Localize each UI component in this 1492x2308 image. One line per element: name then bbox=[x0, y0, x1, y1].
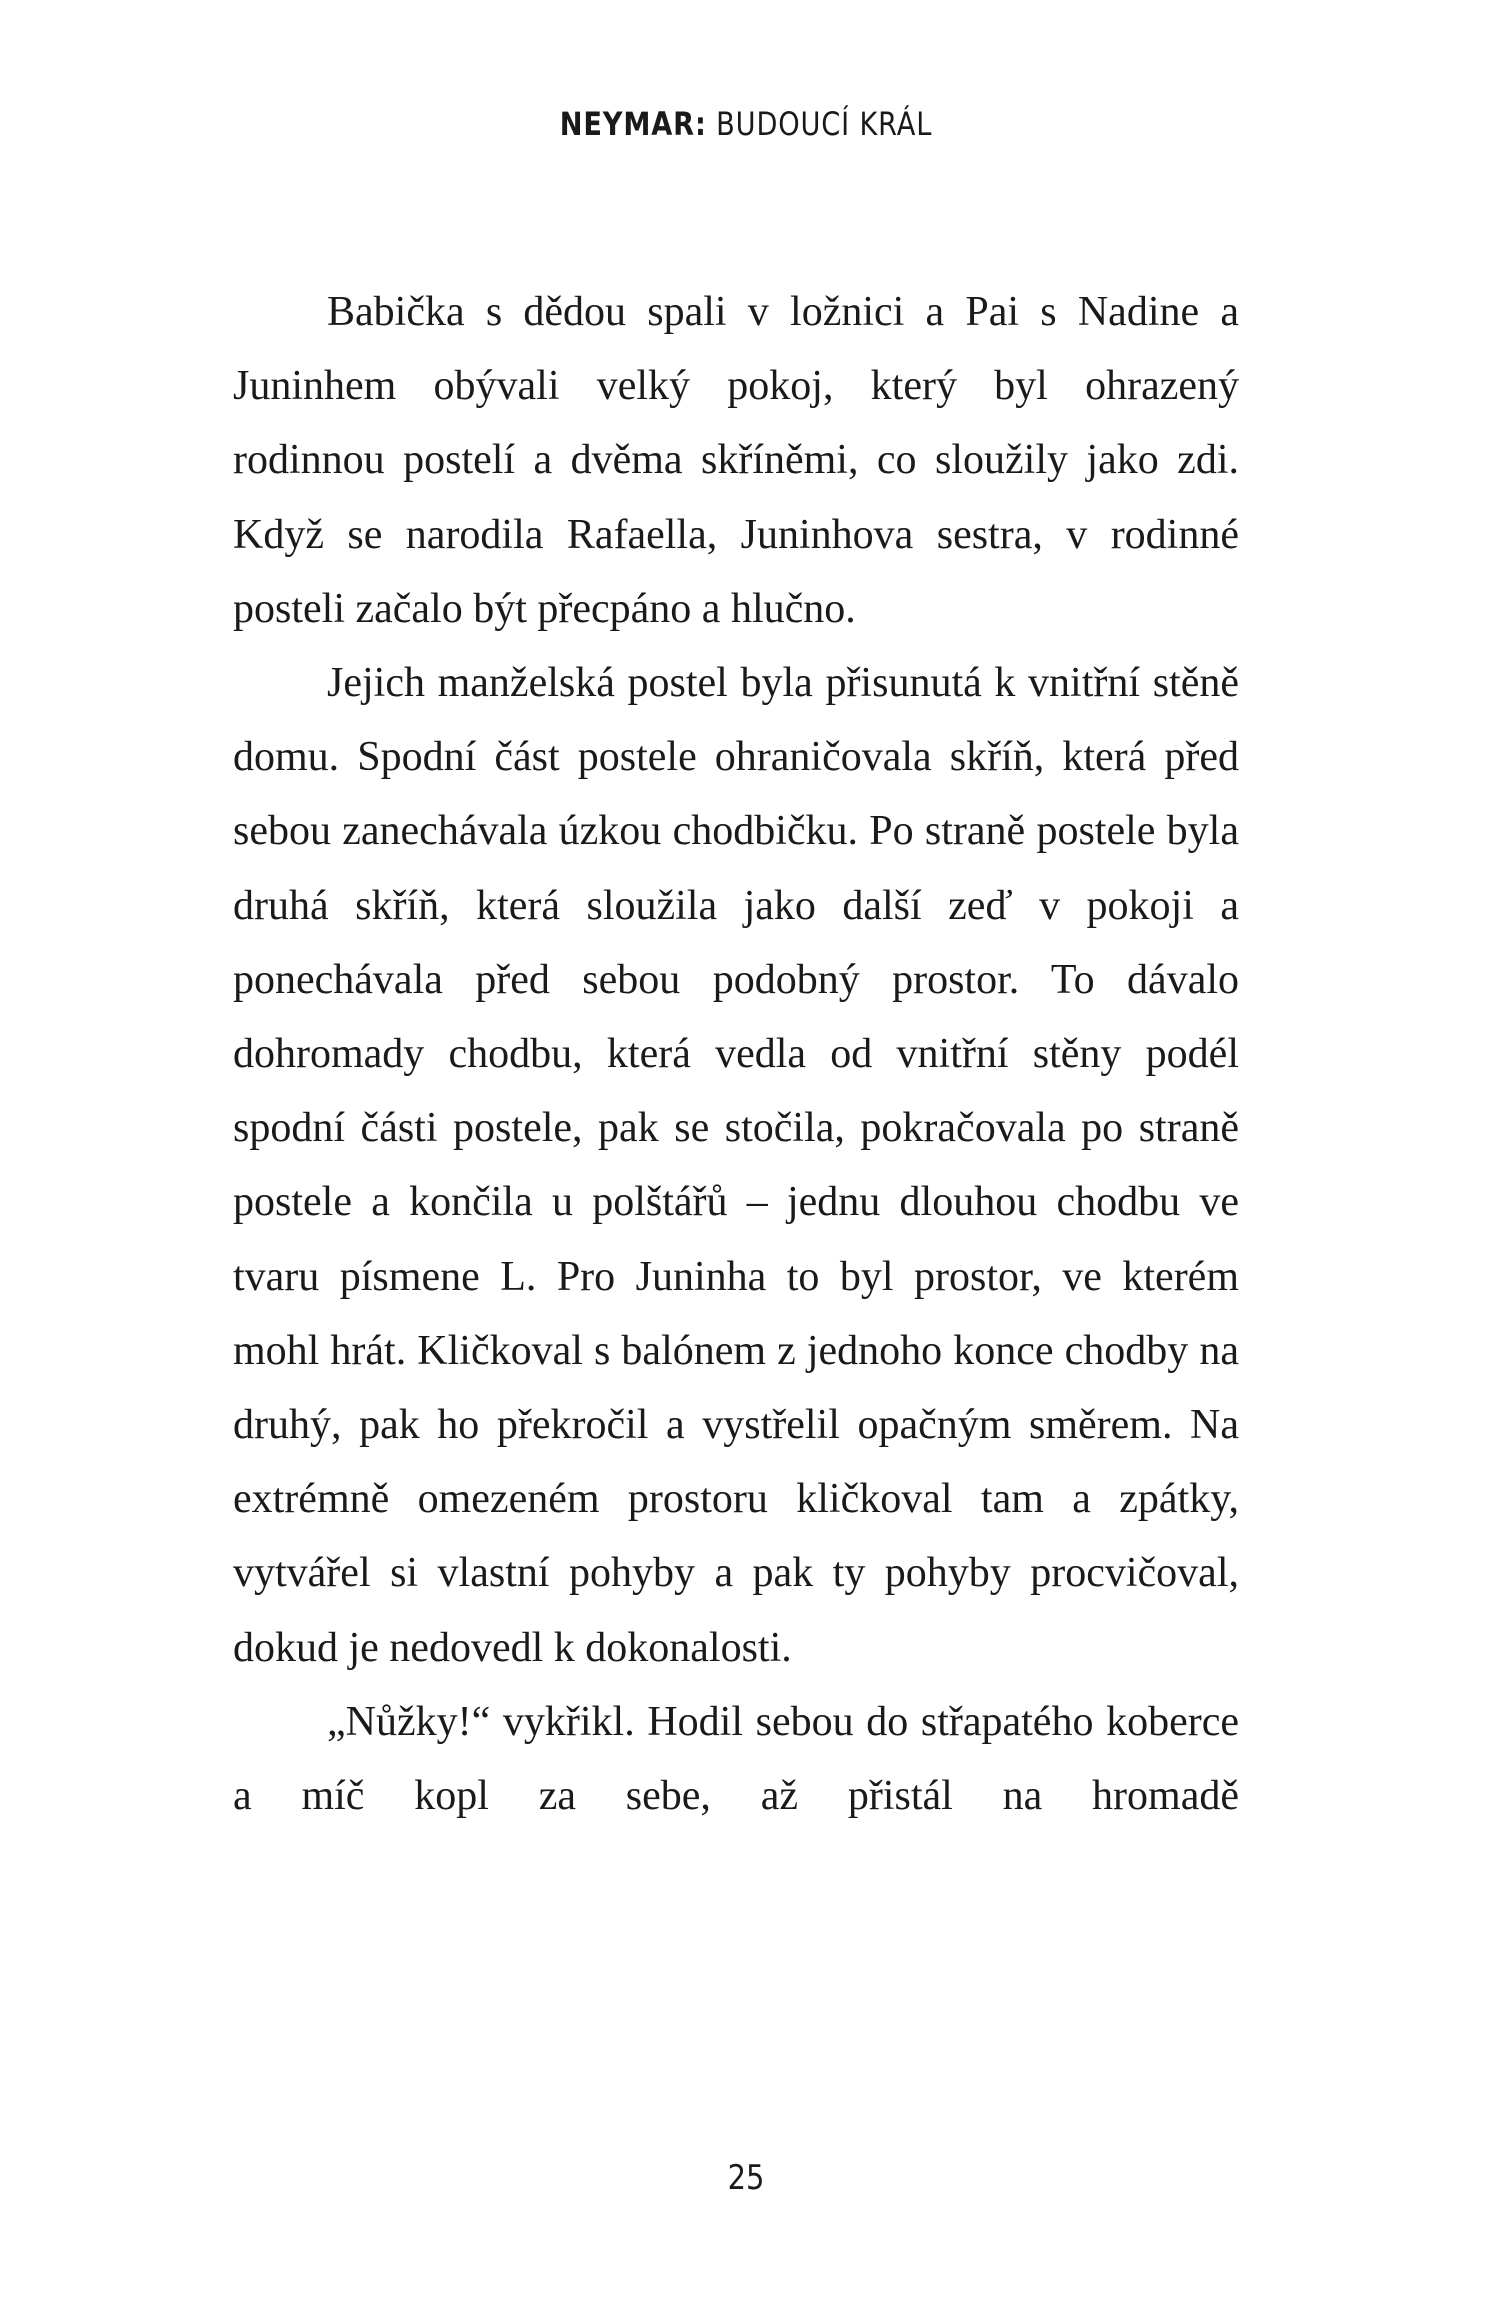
body-text bbox=[233, 275, 1239, 1833]
running-head-title: BUDOUCÍ KRÁL bbox=[716, 105, 933, 143]
paragraph-3: „Nůžky!“ vykřikl. Hodil sebou do střapatého koberce a míč kopl za sebe, až přistál na hromadě bbox=[233, 1698, 1239, 1820]
page-number: 25 bbox=[727, 2158, 765, 2198]
paragraph-1: Babička s dědou spali v ložnici a Pai s Nadine a Juninhem obývali velký pokoj, který byl ohrazený rodinnou postelí a dvěma skříněmi, co sloužily jako zdi. Když se narodila Rafaella, Juninhova sestra, v rodinné posteli začalo být přecpáno a hlučno. bbox=[233, 289, 1239, 632]
running-head-author: NEYMAR: bbox=[559, 105, 707, 143]
running-head bbox=[112, 104, 1380, 144]
paragraph-2: Jejich manželská postel byla přisunutá k vnitřní stěně domu. Spodní část postele ohraničovala skříň, která před sebou zanechávala úzkou chodbičku. Po straně postele byla druhá skříň, která sloužila jako další zeď v pokoji a ponechávala před sebou podobný prostor. To dávalo dohromady chodbu, která vedla od vnitřní stěny podél spodní části postele, pak se stočila, pokračovala po straně postele a končila u polštářů – jednu dlouhou chodbu ve tvaru písmene L. Pro Juninha to byl prostor, ve kterém mohl hrát. Kličkoval s balónem z jednoho konce chodby na druhý, pak ho překročil a vystřelil opačným směrem. Na extrémně omezeném prostoru kličkoval tam a zpátky, vytvářel si vlastní pohyby a pak ty pohyby procvičoval, dokud je nedovedl k dokonalosti. bbox=[233, 660, 1239, 1671]
